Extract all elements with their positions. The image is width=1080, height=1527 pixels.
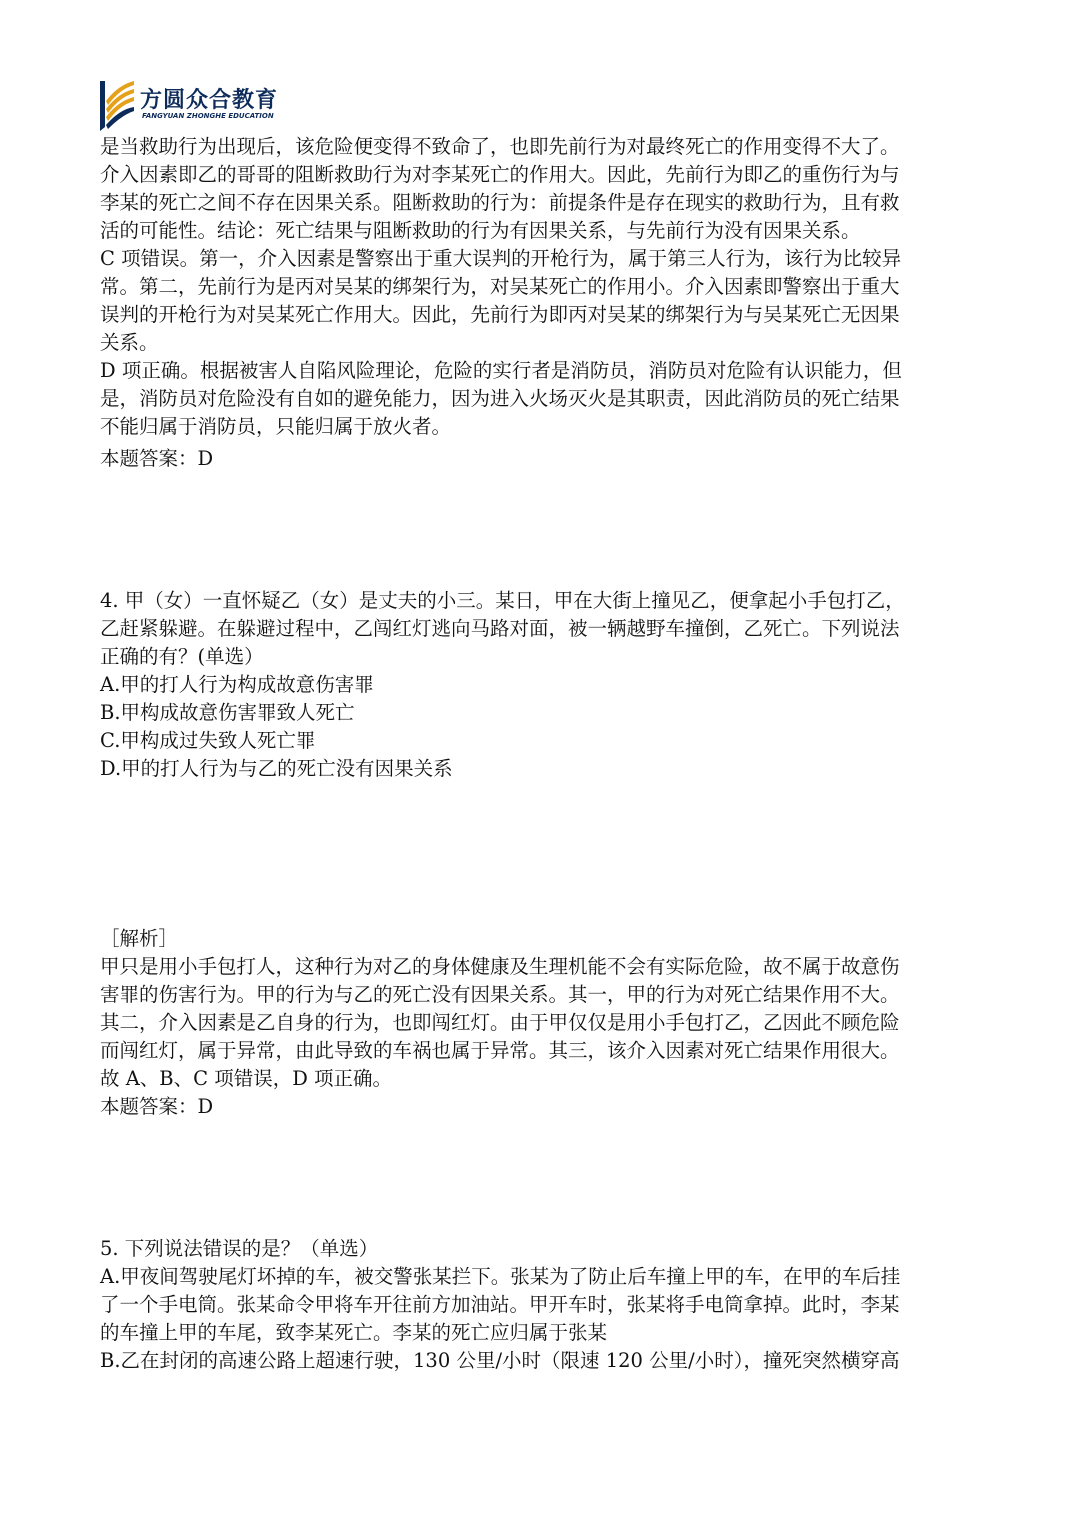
logo-english-name: FANGYUAN ZHONGHE EDUCATION (142, 112, 274, 120)
option-a: 了一个手电筒。张某命令甲将车开往前方加油站。甲开车时，张某将手电筒拿掉。此时，李某 (100, 1293, 900, 1316)
analysis-heading: ［解析］ (100, 927, 179, 950)
text-line: D 项正确。根据被害人自陷风险理论，危险的实行者是消防员，消防员对危险有认识能力，但 (100, 359, 902, 382)
analysis-line: 害罪的伤害行为。甲的行为与乙的死亡没有因果关系。其一，甲的行为对死亡结果作用不大。 (100, 983, 900, 1006)
answer-line: 本题答案：D (100, 1095, 214, 1118)
analysis-line: 故 A、B、C 项错误，D 项正确。 (100, 1067, 393, 1090)
text-line: 李某的死亡之间不存在因果关系。阻断救助的行为：前提条件是存在现实的救助行为，且有救 (100, 191, 900, 214)
option-a: A.甲的打人行为构成故意伤害罪 (100, 673, 374, 696)
text-line: 介入因素即乙的哥哥的阻断救助行为对李某死亡的作用大。因此，先前行为即乙的重伤行为与 (100, 163, 900, 186)
analysis-line: 甲只是用小手包打人，这种行为对乙的身体健康及生理机能不会有实际危险，故不属于故意伤 (100, 955, 900, 978)
text-line: C 项错误。第一，介入因素是警察出于重大误判的开枪行为，属于第三人行为，该行为比较异 (100, 247, 902, 270)
option-c: C.甲构成过失致人死亡罪 (100, 729, 316, 752)
logo-stripes-icon (96, 77, 136, 131)
question-4-stem: 4. 甲（女）一直怀疑乙（女）是丈夫的小三。某日，甲在大街上撞见乙，便拿起小手包打乙， (100, 589, 905, 612)
text-line: 常。第二，先前行为是丙对吴某的绑架行为，对吴某死亡的作用小。介入因素即警察出于重大 (100, 275, 900, 298)
question-5-stem: 5. 下列说法错误的是？（单选） (100, 1237, 379, 1260)
option-a: A.甲夜间驾驶尾灯坏掉的车，被交警张某拦下。张某为了防止后车撞上甲的车，在甲的车后挂 (100, 1265, 901, 1288)
text-line: 误判的开枪行为对吴某死亡作用大。因此，先前行为即丙对吴某的绑架行为与吴某死亡无因果 (100, 303, 900, 326)
text-line: 不能归属于消防员，只能归属于放火者。 (100, 415, 452, 438)
logo-chinese-name: 方圆众合教育 (140, 88, 279, 113)
analysis-line: 其二，介入因素是乙自身的行为，也即闯红灯。由于甲仅仅是用小手包打乙，乙因此不顾危险 (100, 1011, 900, 1034)
question-4-stem: 正确的有？(单选） (100, 645, 264, 668)
analysis-line: 而闯红灯，属于异常，由此导致的车祸也属于异常。其三，该介入因素对死亡结果作用很大。 (100, 1039, 900, 1062)
text-line: 是，消防员对危险没有自如的避免能力，因为进入火场灭火是其职责，因此消防员的死亡结果 (100, 387, 900, 410)
option-d: D.甲的打人行为与乙的死亡没有因果关系 (100, 757, 453, 780)
option-b: B.乙在封闭的高速公路上超速行驶，130 公里/小时（限速 120 公里/小时），撞死突然横穿高 (100, 1349, 900, 1372)
question-4-stem: 乙赶紧躲避。在躲避过程中，乙闯红灯逃向马路对面，被一辆越野车撞倒，乙死亡。下列说法 (100, 617, 900, 640)
option-b: B.甲构成故意伤害罪致人死亡 (100, 701, 355, 724)
text-line: 关系。 (100, 331, 159, 354)
text-line: 活的可能性。结论：死亡结果与阻断救助的行为有因果关系，与先前行为没有因果关系。 (100, 219, 861, 242)
text-line: 是当救助行为出现后，该危险便变得不致命了，也即先前行为对最终死亡的作用变得不大了。 (100, 135, 900, 158)
answer-line: 本题答案：D (100, 447, 214, 470)
option-a: 的车撞上甲的车尾，致李某死亡。李某的死亡应归属于张某 (100, 1321, 608, 1344)
